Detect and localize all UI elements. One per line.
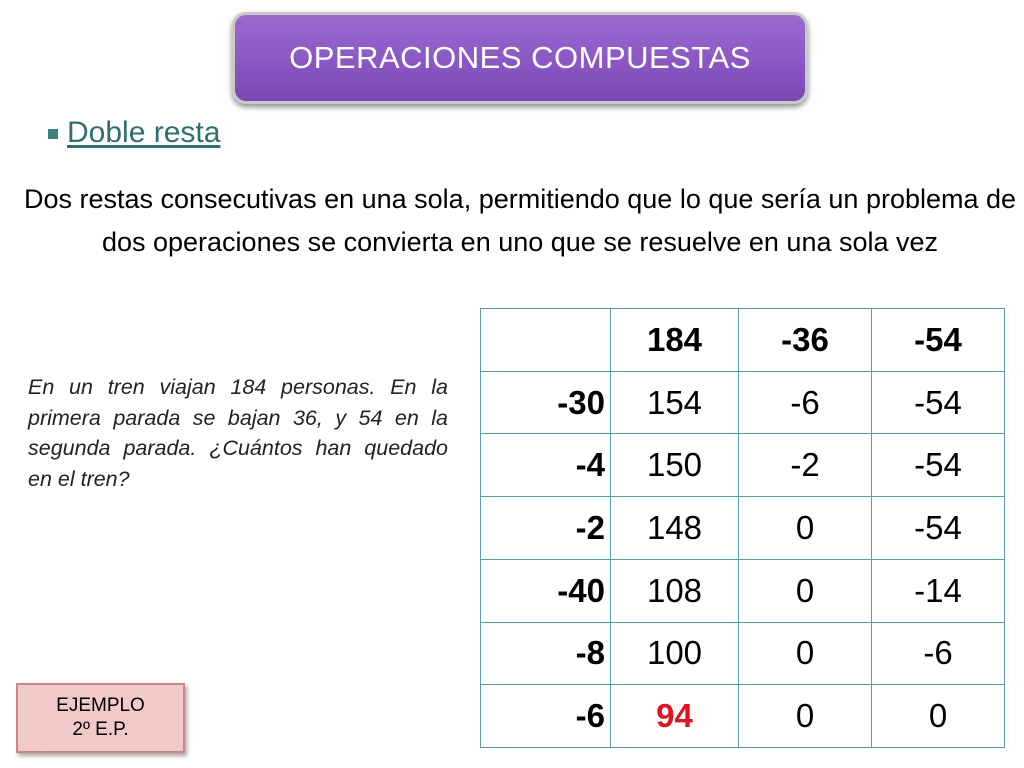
- row-subtrahend: -40: [481, 559, 611, 622]
- table-cell: -2: [739, 434, 872, 497]
- table-cell: -6: [739, 371, 872, 434]
- row-subtrahend: -2: [481, 497, 611, 560]
- doble-resta-link[interactable]: Doble resta: [67, 116, 221, 149]
- table-row: [481, 434, 1005, 497]
- row-subtrahend: -4: [481, 434, 611, 497]
- description-text: Dos restas consecutivas en una sola, permitiendo que lo que sería un problema de dos operaciones se convierta en uno que se resuelve en una sola vez: [23, 184, 1017, 257]
- table-cell: 148: [611, 497, 739, 560]
- page-title: OPERACIONES COMPUESTAS: [289, 40, 751, 75]
- table-cell: 150: [611, 434, 739, 497]
- table-row: [481, 622, 1005, 685]
- result-cell: 94: [611, 685, 739, 748]
- table-row: [481, 497, 1005, 560]
- example-badge-line1: EJEMPLO: [56, 695, 145, 716]
- square-bullet-icon: [48, 129, 58, 139]
- table-cell: 0: [739, 622, 872, 685]
- table-cell: -54: [872, 497, 1005, 560]
- bullet-item: [48, 116, 220, 150]
- table-cell: 108: [611, 559, 739, 622]
- example-badge[interactable]: [16, 683, 185, 753]
- table-row: [481, 559, 1005, 622]
- header-cell: -54: [872, 309, 1005, 372]
- table-cell: 0: [739, 497, 872, 560]
- title-banner: [232, 12, 808, 104]
- row-subtrahend: -6: [481, 685, 611, 748]
- table-cell: -14: [872, 559, 1005, 622]
- table-cell: 100: [611, 622, 739, 685]
- header-cell: 184: [611, 309, 739, 372]
- row-subtrahend: -8: [481, 622, 611, 685]
- table-cell: 154: [611, 371, 739, 434]
- example-badge-line2: 2º E.P.: [72, 719, 129, 740]
- table-header-row: [481, 309, 1005, 372]
- table-cell: 0: [872, 685, 1005, 748]
- table-cell: -54: [872, 371, 1005, 434]
- header-cell: -36: [739, 309, 872, 372]
- header-cell-empty: [481, 309, 611, 372]
- table-row: [481, 371, 1005, 434]
- row-subtrahend: -30: [481, 371, 611, 434]
- operations-table: [480, 308, 1005, 748]
- table-cell: 0: [739, 685, 872, 748]
- table-row: [481, 685, 1005, 748]
- problem-text: En un tren viajan 184 personas. En la primera parada se bajan 36, y 54 en la segunda parada. ¿Cuántos han quedado en el tren?: [28, 375, 448, 491]
- table-cell: 0: [739, 559, 872, 622]
- table-cell: -6: [872, 622, 1005, 685]
- table-cell: -54: [872, 434, 1005, 497]
